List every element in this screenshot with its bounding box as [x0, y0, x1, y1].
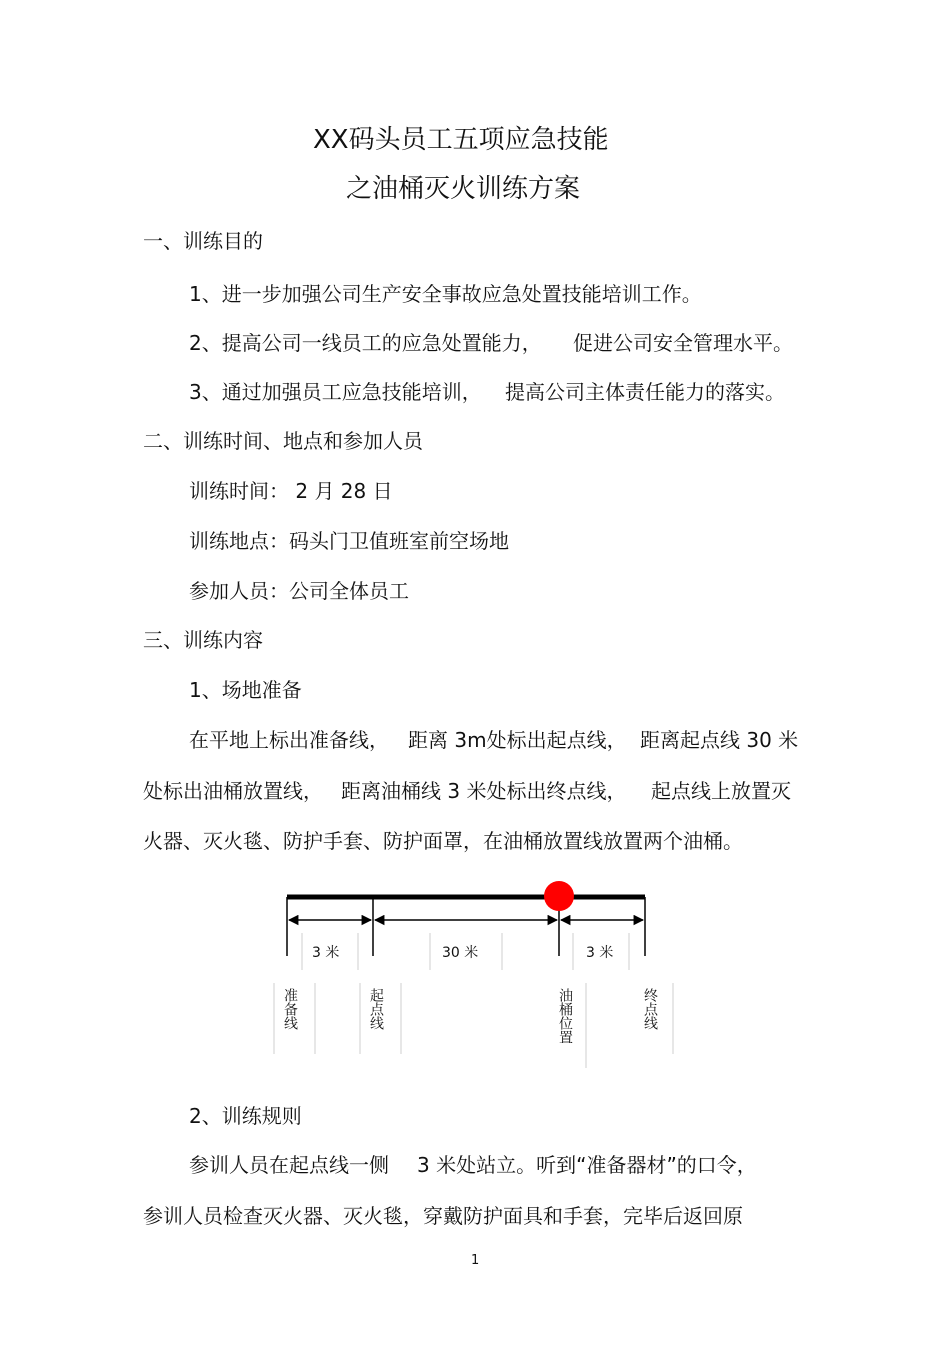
label-start-line: 起点线: [368, 988, 384, 1030]
list-item: 3、通过加强员工应急技能培训，: [189, 380, 482, 404]
label-prep-line: 准备线: [282, 988, 298, 1030]
paragraph-fragment: 3 米处站立。听到“准备器材”的口令，: [417, 1153, 757, 1177]
participants: 参加人员：公司全体员工: [189, 579, 409, 603]
paragraph-fragment: 距离起点线 30 米: [640, 728, 799, 752]
list-item: 2、提高公司一线员工的应急处置能力，: [189, 331, 542, 355]
paragraph-fragment: 处标出油桶放置线，: [143, 779, 323, 803]
list-item-continued: 提高公司主体责任能力的落实。: [505, 380, 785, 404]
paragraph-fragment: 距离 3m处标出起点线，: [408, 728, 627, 752]
page-number: 1: [471, 1253, 480, 1268]
list-item: 1、进一步加强公司生产安全事故应急处置技能培训工作。: [189, 282, 702, 306]
training-location: 训练地点：码头门卫值班室前空场地: [189, 529, 509, 553]
site-layout-svg: [270, 878, 690, 1078]
section-heading-2: 二、训练时间、地点和参加人员: [143, 429, 423, 453]
paragraph-fragment: 参训人员在起点线一侧: [189, 1153, 389, 1177]
dim-label-2: 30 米: [442, 945, 479, 961]
dim-label-1: 3 米: [312, 945, 340, 961]
oil-drum-marker: [544, 881, 574, 911]
paragraph-fragment: 起点线上放置灭: [651, 779, 791, 803]
subheading-training-rules: 2、训练规则: [189, 1104, 302, 1128]
section-heading-1: 一、训练目的: [143, 229, 263, 253]
paragraph-fragment: 参训人员检查灭火器、灭火毯，穿戴防护面具和手套，完毕后返回原: [143, 1204, 743, 1228]
subheading-site-prep: 1、场地准备: [189, 678, 302, 702]
title-line-1: XX码头员工五项应急技能: [313, 125, 609, 155]
dim-label-3: 3 米: [586, 945, 614, 961]
site-layout-diagram: [270, 878, 690, 1082]
training-time: 训练时间： 2 月 28 日: [189, 479, 393, 503]
paragraph-fragment: 距离油桶线 3 米处标出终点线，: [341, 779, 627, 803]
section-heading-3: 三、训练内容: [143, 628, 263, 652]
label-end-line: 终点线: [642, 988, 658, 1030]
title-line-2: 之油桶灭火训练方案: [346, 174, 581, 204]
paragraph-fragment: 火器、灭火毯、防护手套、防护面罩，在油桶放置线放置两个油桶。: [143, 829, 743, 853]
list-item-continued: 促进公司安全管理水平。: [573, 331, 793, 355]
label-drum-position: 油桶位置: [557, 988, 573, 1044]
paragraph-fragment: 在平地上标出准备线，: [189, 728, 389, 752]
